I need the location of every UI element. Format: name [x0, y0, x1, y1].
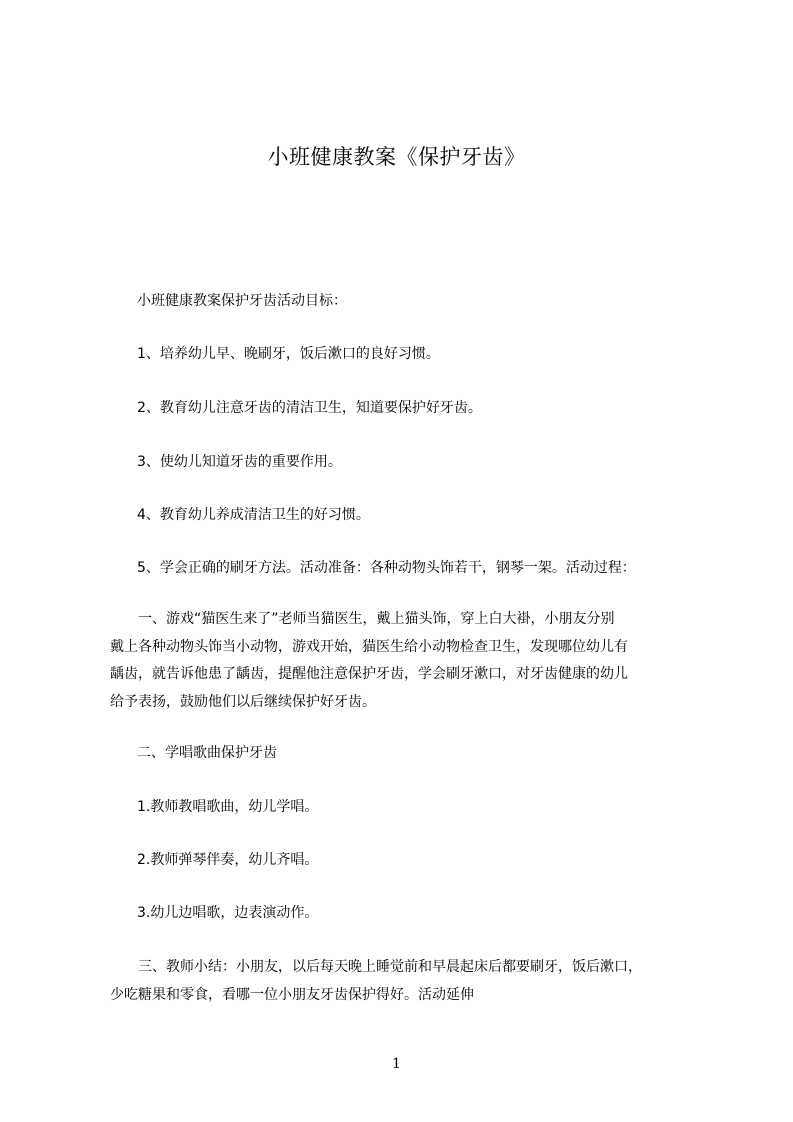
objective-item-4: 4、教育幼儿养成清洁卫生的好习惯。: [137, 507, 370, 523]
step-three-line-2: 少吃糖果和零食，看哪一位小朋友牙齿保护得好。活动延伸: [110, 986, 474, 1003]
page-number: 1: [392, 1056, 401, 1072]
step-two-item-2: 2.教师弹琴伴奏，幼儿齐唱。: [137, 852, 319, 868]
objective-item-1: 1、培养幼儿早、晚刷牙，饭后漱口的良好习惯。: [137, 346, 440, 362]
step-two-item-1: 1.教师教唱歌曲，幼儿学唱。: [137, 799, 319, 815]
step-three-paragraph: [110, 954, 710, 1009]
objective-item-3: 3、使幼儿知道牙齿的重要作用。: [137, 454, 342, 470]
objective-item-2: 2、教育幼儿注意牙齿的清洁卫生，知道要保护好牙齿。: [137, 400, 482, 416]
step-two-heading: 二、学唱歌曲保护牙齿: [137, 745, 277, 761]
step-one-line-4: 给予表扬，鼓励他们以后继续保护好牙齿。: [110, 693, 376, 710]
step-two-item-3: 3.幼儿边唱歌，边表演动作。: [137, 905, 319, 921]
step-one-line-3: 龋齿，就告诉他患了龋齿，提醒他注意保护牙齿，学会刷牙漱口，对牙齿健康的幼儿: [110, 666, 628, 682]
objective-item-5: 5、学会正确的刷牙方法。活动准备：各种动物头饰若干，钢琴一架。活动过程：: [137, 560, 636, 576]
step-one-paragraph: [110, 606, 710, 716]
step-one-line-1: 一、游戏“猫医生来了”老师当猫医生，戴上猫头饰，穿上白大褂，小朋友分别: [138, 611, 615, 627]
step-three-line-1: 三、教师小结：小朋友，以后每天晚上睡觉前和早晨起床后都要刷牙，饭后漱口，: [138, 959, 642, 975]
step-one-line-2: 戴上各种动物头饰当小动物，游戏开始，猫医生给小动物检查卫生，发现哪位幼儿有: [110, 638, 628, 655]
objectives-heading: 小班健康教案保护牙齿活动目标：: [137, 293, 347, 309]
document-title: 小班健康教案《保护牙齿》: [267, 145, 526, 169]
